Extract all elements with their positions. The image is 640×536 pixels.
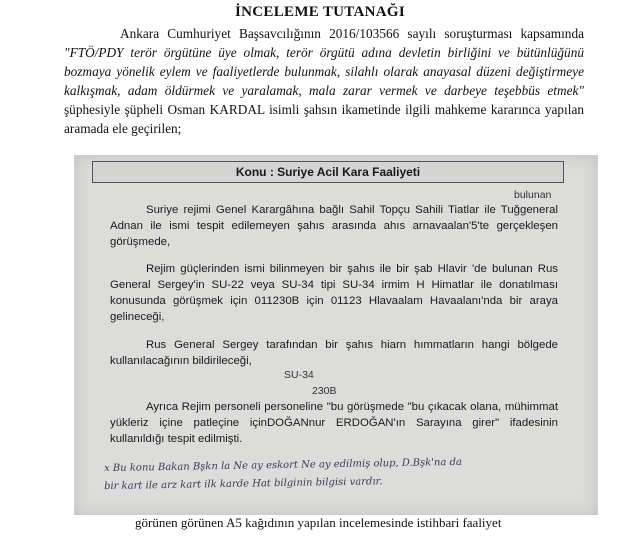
scan-fragment-top: bulunan xyxy=(514,189,552,201)
handwritten-note-line-1: x Bu konu Bakan Bşkn la Ne ay eskort Ne ay edilmiş olup, D.Bşk'na da xyxy=(103,456,463,475)
intro-tail: şüphesiyle şüpheli Osman KARDAL isimli şahsın ikametinde ilgili mahkeme kararınca yapılan aramada ele geçirilen; xyxy=(64,102,584,136)
scan-paragraph-3: Rus General Sergey tarafından bir şahıs hiarn hımmatların hangi bölgede kullanılacağının bildirileceği, xyxy=(110,339,558,367)
intro-paragraph xyxy=(64,24,584,138)
scan-paragraph-2: Rejim güçlerinden ismi bilinmeyen bir şahıs ile bir şab Hlavir 'de bulunan Rus General Sergey'in SU-22 veya SU-34 tipi SU-34 irmim H Himatlar ile donatılması konusunda görüşmek için 011230B için 01123 Hlavaalam Havaalanı'nda bir araya gelineceği, xyxy=(110,263,558,323)
bottom-text: görünen görünen A5 kağıdının yapılan incelemesinde istihbari faaliyet xyxy=(135,515,502,530)
handwritten-note-line-2: bir kart ile arz kart ilk karde Hat bilginin bilgisi vardır. xyxy=(103,476,383,493)
scan-heading: Konu : Suriye Acil Kara Faaliyeti xyxy=(92,161,564,183)
scanned-document xyxy=(74,155,598,515)
scan-paragraph-1: Suriye rejimi Genel Karargâhına bağlı Sahil Topçu Sahili Tiatlar ile Tuğgeneral Adnan ile ismi tespit edilemeyen şahıs arasında ahıs arnavaalan'5'te gerçekleşen görüşmede, xyxy=(110,204,558,248)
scan-note-su34: SU-34 xyxy=(284,369,314,381)
intro-quote: "FTÖ/PDY terör örgütüne üye olmak, terör örgütü adına devletin birliğini ve bütünlüğünü bozmaya yönelik eylem ve faaliyetlerde bulunmak, silahlı olarak anayasal düzeni değiştirmeye kalkışmak, adam öldürmek ve yaralamak, mala zarar vermek ve darbeye teşebbüs etmek" xyxy=(64,45,584,98)
scan-paragraph-4: Ayrıca Rejim personeli personeline "bu görüşmede "bu çıkacak olana, mühimmat yükleriz içine patleçine içinDOĞANnur ERDOĞAN'ın Sarayına girer" ifadesinin kullanıldığı tespit edilmişti. xyxy=(110,401,558,445)
document-title: İNCELEME TUTANAĞI xyxy=(235,4,405,20)
scan-fragment-mid: 230B xyxy=(312,385,337,397)
intro-lead: Ankara Cumhuriyet Başsavcılığının 2016/103566 sayılı soruşturması kapsamında xyxy=(120,26,584,41)
